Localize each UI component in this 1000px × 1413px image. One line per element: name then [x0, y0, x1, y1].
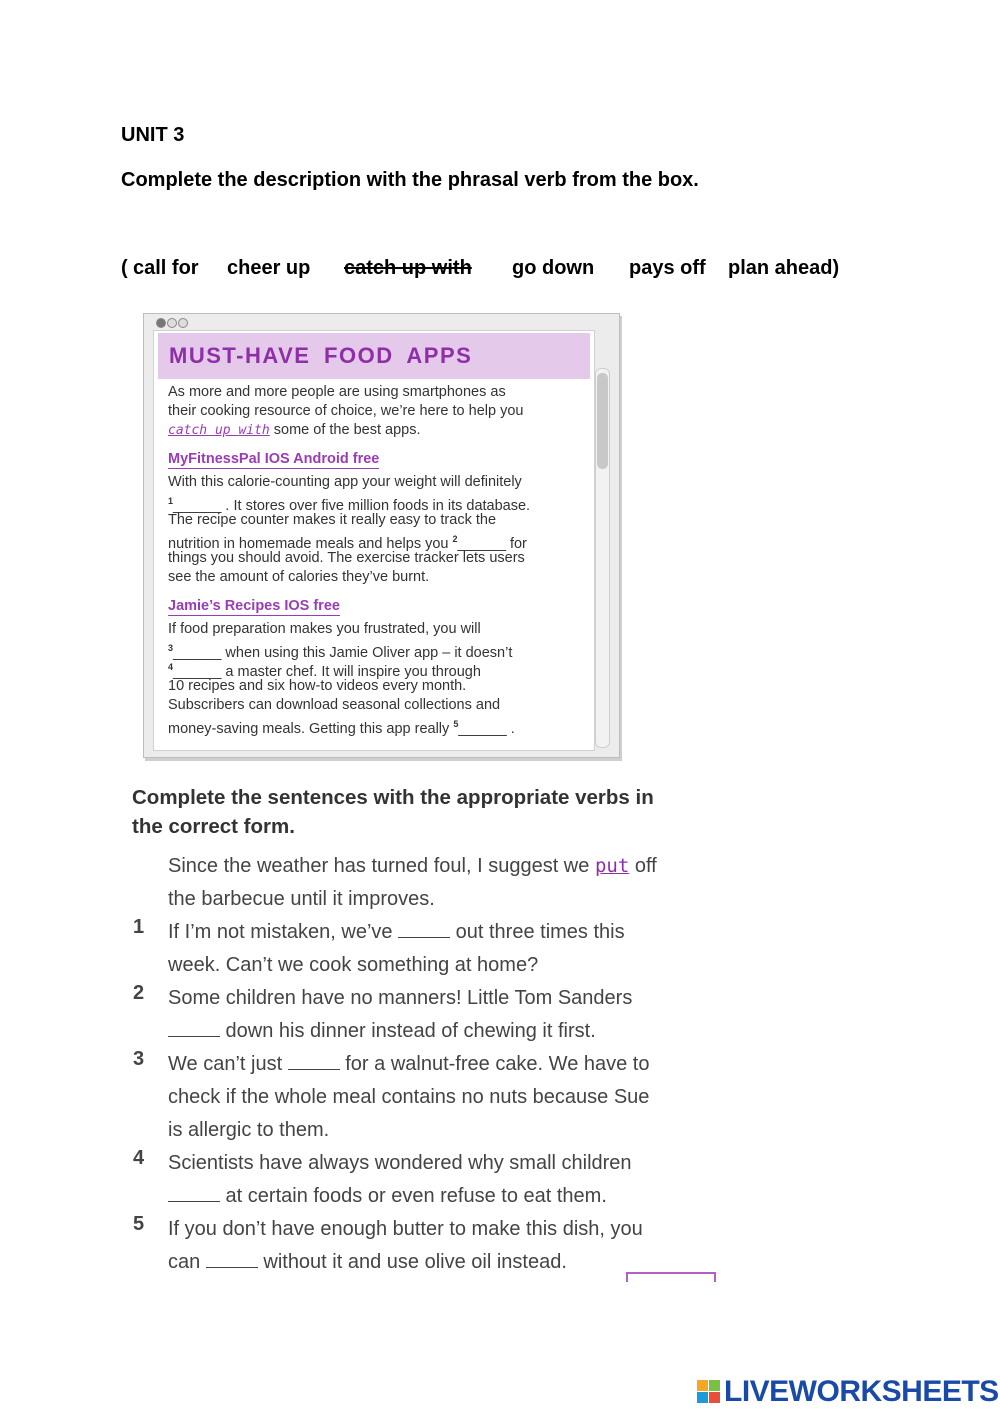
section2-line-2: $^3$______ when using this Jamie Oliver app – it doesn’t	[168, 643, 513, 661]
item-5-blank[interactable]	[206, 1249, 258, 1268]
item-number-5: 5	[133, 1213, 145, 1235]
section2-line-6: money-saving meals. Getting this app really $^5$______ .	[168, 719, 515, 737]
item-number-4: 4	[133, 1147, 145, 1169]
unit-title: UNIT 3	[121, 124, 185, 146]
section1-line-6: see the amount of calories they’ve burnt.	[168, 569, 430, 585]
example-sentence-line-2: the barbecue until it improves.	[168, 888, 435, 910]
logo-icon	[697, 1380, 721, 1404]
app-title: MUST-HAVE FOOD APPS	[158, 333, 590, 379]
blank-1[interactable]: ______ . It stores over five million foods in its database.	[173, 497, 531, 514]
section1-line-5: things you should avoid. The exercise tracker lets users	[168, 550, 525, 566]
section2-line-4: 10 recipes and six how-to videos every month.	[168, 678, 467, 694]
section1-line-1: With this calorie-counting app your weight will definitely	[168, 474, 522, 490]
intro-line-2: their cooking resource of choice, we’re here to help you	[168, 403, 524, 419]
item-4-line-2: at certain foods or even refuse to eat them.	[168, 1180, 728, 1213]
section1-line-3: The recipe counter makes it really easy to track the	[168, 512, 497, 528]
instruction-1: Complete the description with the phrasal verb from the box.	[121, 169, 699, 191]
app-panel	[153, 330, 595, 751]
item-1-line-1: If I’m not mistaken, we’ve out three times this	[168, 921, 625, 943]
word-pays-off: pays off	[629, 257, 706, 279]
part2-title: Complete the sentences with the appropriate verbs in the correct form.	[132, 786, 654, 838]
item-number-2: 2	[133, 982, 145, 1004]
item-3-line-2: check if the whole meal contains no nuts because Sue	[168, 1086, 650, 1108]
section2-line-3: $^4$______ a master chef. It will inspire you through	[168, 662, 481, 680]
scrollbar-thumb[interactable]	[597, 373, 608, 469]
app-window	[143, 313, 620, 758]
item-5-line-2: can without it and use olive oil instead.	[168, 1251, 567, 1273]
close-dot-icon	[156, 318, 166, 328]
blank-2[interactable]: ______ for	[457, 535, 527, 552]
word-call-for: call for	[133, 257, 199, 279]
blank-3[interactable]: ______ when using this Jamie Oliver app – it doesn’t	[173, 644, 513, 661]
word-plan-ahead: plan ahead)	[728, 257, 840, 279]
zoom-dot-icon	[178, 318, 188, 328]
section1-heading: MyFitnessPal IOS Android free	[168, 451, 380, 467]
item-4-blank[interactable]	[168, 1183, 220, 1202]
minimize-dot-icon	[167, 318, 177, 328]
item-3-line-3: is allergic to them.	[168, 1119, 330, 1141]
example-sentence-line-1: Since the weather has turned foul, I suggest we put off	[168, 855, 657, 877]
section2-heading: Jamie’s Recipes IOS free	[168, 598, 340, 614]
section1-line-2: $^1$______ . It stores over five million foods in its database.	[168, 496, 531, 514]
word-go-down: go down	[512, 257, 595, 279]
item-number-1: 1	[133, 916, 145, 938]
item-number-3: 3	[133, 1048, 145, 1070]
item-2-blank[interactable]	[168, 1018, 220, 1037]
item-3-line-1: We can’t just for a walnut-free cake. We have to	[168, 1053, 650, 1075]
item-1-line-2: week. Can’t we cook something at home?	[168, 954, 539, 976]
section1-line-4: nutrition in homemade meals and helps you $^2$______ for	[168, 534, 527, 552]
item-5-line-1: If you don’t have enough butter to make this dish, you	[168, 1218, 643, 1240]
intro-line-1: As more and more people are using smartphones as	[168, 384, 506, 400]
blank-4[interactable]: ______ a master chef. It will inspire you through	[173, 663, 481, 680]
word-box-open: (	[121, 257, 128, 279]
intro-line-3: catch up with some of the best apps.	[168, 422, 421, 438]
section2-line-5: Subscribers can download seasonal collections and	[168, 697, 501, 713]
word-catch-up-with: catch up with	[344, 257, 472, 279]
word-cheer-up: cheer up	[227, 257, 311, 279]
example-answer-put: put	[594, 855, 630, 877]
item-3-blank[interactable]	[288, 1051, 340, 1070]
section2-line-1: If food preparation makes you frustrated, you will	[168, 621, 481, 637]
logo-text: LIVEWORKSHEETS	[724, 1375, 999, 1408]
item-1-blank[interactable]	[398, 919, 450, 938]
answer-box[interactable]	[626, 1272, 716, 1282]
scrollbar[interactable]	[595, 368, 610, 748]
example-answer: catch up with	[168, 423, 270, 438]
blank-5[interactable]: ______ .	[458, 720, 515, 737]
item-2-line-2: down his dinner instead of chewing it first.	[168, 1015, 728, 1048]
item-4-line-1: Scientists have always wondered why small children	[168, 1152, 632, 1174]
item-2-line-1: Some children have no manners! Little Tom Sanders	[168, 987, 633, 1009]
